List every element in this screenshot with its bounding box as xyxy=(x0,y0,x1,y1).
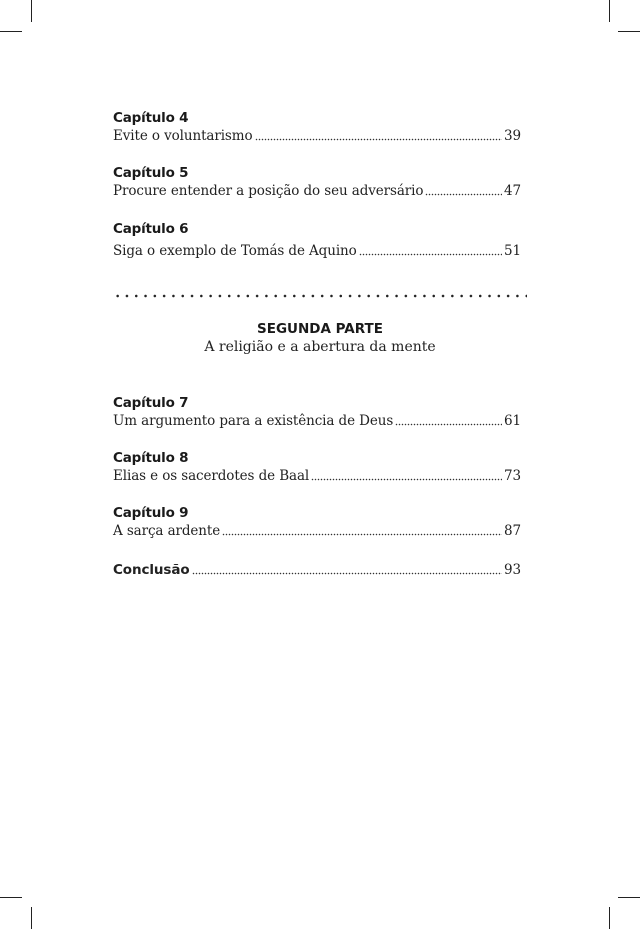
dot-leader xyxy=(222,532,502,536)
toc-entry-chapter-4[interactable] xyxy=(113,110,521,145)
toc-entry-chapter-6[interactable] xyxy=(113,221,521,260)
chapter-label: Capítulo 4 xyxy=(113,110,189,126)
conclusion-title: Conclusão xyxy=(113,562,190,578)
crop-mark-bottom-right-h xyxy=(618,897,640,898)
page-number: 61 xyxy=(504,413,521,429)
page-number: 51 xyxy=(504,243,521,259)
crop-mark-top-right xyxy=(609,0,610,22)
dot-leader xyxy=(311,477,502,481)
part-title: SEGUNDA PARTE xyxy=(257,321,383,337)
chapter-label: Capítulo 5 xyxy=(113,165,189,181)
dot-leader xyxy=(255,137,503,141)
page-number: 73 xyxy=(504,468,521,484)
dot-leader xyxy=(395,422,502,426)
crop-mark-top-left xyxy=(31,0,32,22)
chapter-title: Elias e os sacerdotes de Baal xyxy=(113,468,310,484)
toc-entry-chapter-7[interactable] xyxy=(113,395,521,430)
page-number: 39 xyxy=(504,128,521,144)
part-subtitle: A religião e a abertura da mente xyxy=(204,339,436,355)
crop-mark-bottom-right xyxy=(609,907,610,929)
chapter-label: Capítulo 9 xyxy=(113,505,189,521)
chapter-title: Siga o exemplo de Tomás de Aquino xyxy=(113,243,357,259)
toc-entry-chapter-8[interactable] xyxy=(113,450,521,485)
toc-line xyxy=(113,561,521,579)
dot-leader xyxy=(425,192,502,196)
toc-line xyxy=(113,522,521,540)
crop-mark-bottom-left xyxy=(31,907,32,929)
toc-entry-conclusion[interactable] xyxy=(113,561,521,579)
part-heading xyxy=(113,321,527,356)
section-divider xyxy=(113,294,527,298)
chapter-title: Evite o voluntarismo xyxy=(113,128,253,144)
page-number: 93 xyxy=(504,562,521,578)
toc-entry-chapter-5[interactable] xyxy=(113,165,521,200)
chapter-title: A sarça ardente xyxy=(113,523,221,539)
chapter-title: Um argumento para a existência de Deus xyxy=(113,413,394,429)
dot-leader xyxy=(192,571,502,575)
toc-line xyxy=(113,127,521,145)
crop-mark-bottom-left-h xyxy=(0,897,22,898)
toc-line xyxy=(113,412,521,430)
dot-leader xyxy=(359,252,502,256)
crop-mark-top-right-h xyxy=(618,31,640,32)
chapter-label: Capítulo 7 xyxy=(113,395,189,411)
toc-line xyxy=(113,182,521,200)
page-number: 87 xyxy=(504,523,521,539)
chapter-label: Capítulo 8 xyxy=(113,450,189,466)
page-number: 47 xyxy=(504,183,521,199)
toc-line xyxy=(113,467,521,485)
crop-mark-top-left-h xyxy=(0,31,22,32)
chapter-label: Capítulo 6 xyxy=(113,221,189,237)
toc-line xyxy=(113,242,521,260)
chapter-title: Procure entender a posição do seu adversário xyxy=(113,183,424,199)
toc-entry-chapter-9[interactable] xyxy=(113,505,521,540)
